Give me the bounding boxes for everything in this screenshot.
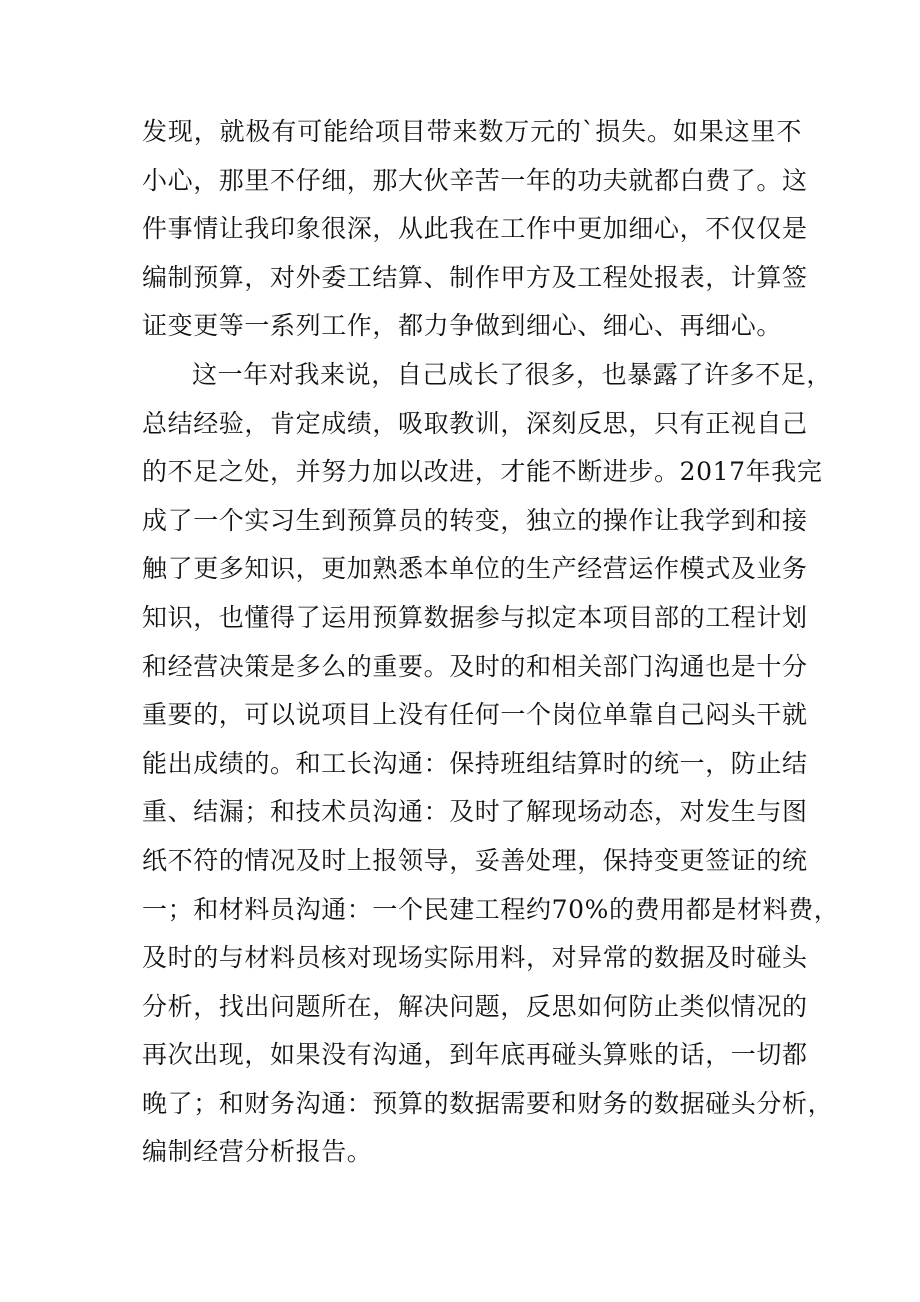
- text-line: 及时的与材料员核对现场实际用料，对异常的数据及时碰头: [142, 943, 808, 973]
- text-line: 和经营决策是多么的重要。及时的和相关部门沟通也是十分: [142, 651, 808, 681]
- text-line: 晚了；和财务沟通：预算的数据需要和财务的数据碰头分析，: [142, 1088, 834, 1118]
- text-line: 证变更等一系列工作，都力争做到细心、细心、再细心。: [142, 311, 783, 341]
- text-line: 的不足之处，并努力加以改进，才能不断进步。2017年我完: [142, 457, 823, 487]
- text-line: 发现，就极有可能给项目带来数万元的`损失。如果这里不: [142, 117, 802, 146]
- text-line: 编制预算，对外委工结算、制作甲方及工程处报表，计算签: [142, 262, 808, 292]
- text-line: 知识，也懂得了运用预算数据参与拟定本项目部的工程计划: [142, 602, 808, 632]
- text-line: 分析，找出问题所在，解决问题，反思如何防止类似情况的: [142, 991, 808, 1021]
- text-line: 重、结漏；和技术员沟通：及时了解现场动态，对发生与图: [142, 797, 808, 827]
- text-line: 重要的，可以说项目上没有任何一个岗位单靠自己闷头干就: [142, 700, 808, 730]
- text-line: 小心，那里不仔细，那大伙辛苦一年的功夫就都白费了。这: [142, 165, 808, 195]
- text-line: 纸不符的情况及时上报领导，妥善处理，保持变更签证的统: [142, 845, 808, 875]
- paragraph-2: [142, 351, 840, 1177]
- paragraph-1: [142, 108, 808, 351]
- text-line: 编制经营分析报告。: [142, 1137, 373, 1167]
- text-line: 能出成绩的。和工长沟通：保持班组结算时的统一，防止结: [142, 748, 808, 778]
- text-line: 这一年对我来说，自己成长了很多，也暴露了许多不足，: [192, 359, 833, 389]
- text-line: 件事情让我印象很深，从此我在工作中更加细心，不仅仅是: [142, 214, 808, 244]
- text-line: 触了更多知识，更加熟悉本单位的生产经营运作模式及业务: [142, 554, 808, 584]
- document-body: [142, 108, 840, 1177]
- text-line: 一；和材料员沟通：一个民建工程约70%的费用都是材料费，: [142, 894, 840, 924]
- text-line: 再次出现，如果没有沟通，到年底再碰头算账的话，一切都: [142, 1040, 808, 1070]
- text-line: 成了一个实习生到预算员的转变，独立的操作让我学到和接: [142, 505, 808, 535]
- text-line: 总结经验，肯定成绩，吸取教训，深刻反思，只有正视自己: [142, 408, 808, 438]
